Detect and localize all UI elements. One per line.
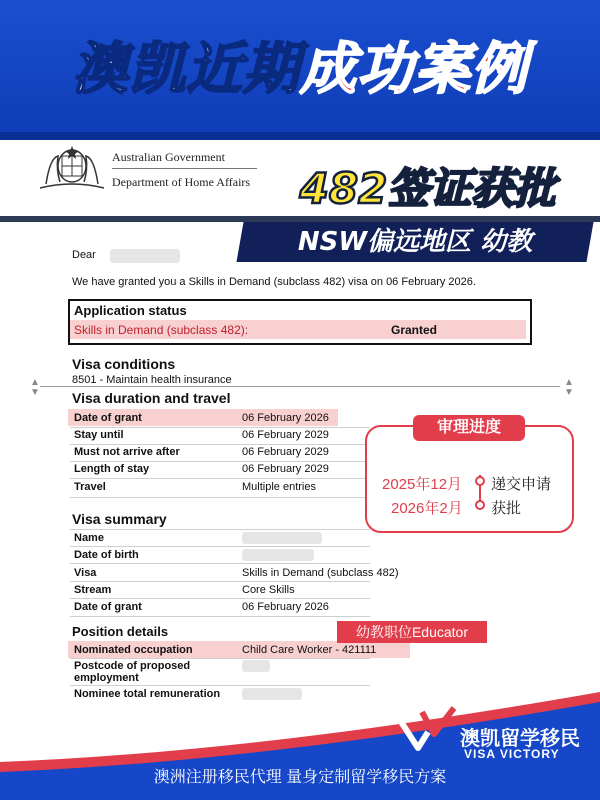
region-badge bbox=[236, 222, 593, 262]
redacted-dob-value bbox=[242, 549, 314, 561]
summary-label-3: Stream bbox=[74, 584, 112, 596]
progress-title: 审理进度 bbox=[413, 415, 525, 441]
row-divider bbox=[70, 497, 370, 498]
timeline-dot-icon bbox=[475, 500, 485, 510]
redacted-postcode bbox=[242, 660, 270, 672]
educator-tag: 幼教职位Educator bbox=[337, 621, 487, 643]
duration-label-1: Stay until bbox=[74, 429, 124, 441]
summary-label-0: Name bbox=[74, 532, 104, 544]
duration-value-1: 06 February 2029 bbox=[242, 429, 329, 441]
duration-label-4: Travel bbox=[74, 481, 106, 493]
row-divider bbox=[70, 478, 370, 479]
duration-value-2: 06 February 2029 bbox=[242, 446, 329, 458]
brand-name: 澳凯留学移民 bbox=[460, 728, 580, 750]
visa-conditions-heading: Visa conditions bbox=[72, 356, 176, 372]
letterhead-rule bbox=[112, 168, 257, 169]
duration-heading: Visa duration and travel bbox=[72, 390, 231, 406]
summary-value-2: Skills in Demand (subclass 482) bbox=[242, 567, 399, 579]
row-divider bbox=[70, 427, 370, 428]
progress-date-1: 2026年2月 bbox=[391, 500, 463, 517]
summary-heading: Visa summary bbox=[72, 511, 167, 527]
row-divider bbox=[70, 658, 370, 659]
row-divider bbox=[70, 563, 370, 564]
condition-8501: 8501 - Maintain health insurance bbox=[72, 374, 232, 386]
headline-white: 澳凯近期 bbox=[72, 37, 300, 102]
duration-label-3: Length of stay bbox=[74, 463, 150, 475]
timeline-dot-icon bbox=[475, 476, 485, 486]
status-value: Granted bbox=[391, 323, 438, 337]
section-rule bbox=[40, 386, 560, 387]
position-label-1: Postcode of proposed employment bbox=[74, 660, 191, 684]
summary-label-1: Date of birth bbox=[74, 549, 139, 561]
duration-label-0: Date of grant bbox=[74, 412, 142, 424]
position-value-0: Child Care Worker - 421111 bbox=[242, 644, 377, 656]
grant-intro: We have granted you a Skills in Demand (subclass 482) visa on 06 February 2026. bbox=[72, 276, 476, 288]
duration-label-2: Must not arrive after bbox=[74, 446, 180, 458]
footer-tagline: 澳洲注册移民代理 量身定制留学移民方案 bbox=[153, 769, 447, 786]
application-status-heading: Application status bbox=[74, 303, 187, 318]
scroll-arrow-left-icon[interactable]: ▲ ▼ bbox=[30, 377, 40, 398]
redacted-name bbox=[110, 249, 180, 263]
row-divider bbox=[70, 598, 370, 599]
position-label-2: Nominee total remuneration bbox=[74, 688, 221, 700]
progress-label-0: 递交申请 bbox=[491, 476, 552, 493]
letterhead-line2: Department of Home Affairs bbox=[112, 175, 251, 189]
summary-label-2: Visa bbox=[74, 567, 97, 579]
summary-value-4: 06 February 2026 bbox=[242, 601, 329, 613]
progress-label-1: 获批 bbox=[491, 500, 522, 517]
summary-value-3: Core Skills bbox=[242, 584, 295, 596]
row-divider bbox=[70, 685, 370, 686]
duration-value-4: Multiple entries bbox=[242, 481, 316, 493]
row-divider bbox=[70, 581, 370, 582]
visa-approved-badge: 482签证获批 bbox=[299, 164, 556, 213]
letterhead-line1: Australian Government bbox=[112, 150, 225, 164]
brand-name-en: VISA VICTORY bbox=[464, 747, 560, 761]
progress-date-0: 2025年12月 bbox=[382, 476, 463, 493]
row-divider bbox=[70, 529, 370, 530]
region-badge-text: NSW偏远地区 幼教 bbox=[297, 227, 533, 257]
duration-value-3: 06 February 2029 bbox=[242, 463, 329, 475]
redacted-name-value bbox=[242, 532, 322, 544]
duration-value-0: 06 February 2026 bbox=[242, 412, 329, 424]
summary-label-4: Date of grant bbox=[74, 601, 142, 613]
coat-of-arms-icon bbox=[36, 144, 108, 194]
row-divider bbox=[70, 461, 370, 462]
scroll-arrow-right-icon[interactable]: ▲ ▼ bbox=[564, 377, 574, 398]
headline bbox=[0, 38, 600, 102]
row-divider bbox=[70, 616, 370, 617]
row-divider bbox=[70, 444, 370, 445]
row-divider bbox=[70, 546, 370, 547]
salutation: Dear bbox=[72, 249, 96, 261]
position-label-0: Nominated occupation bbox=[74, 644, 193, 656]
visa-victory-logo-icon bbox=[392, 704, 458, 754]
progress-card bbox=[365, 419, 574, 533]
status-label: Skills in Demand (subclass 482): bbox=[74, 323, 249, 337]
position-heading: Position details bbox=[72, 624, 169, 639]
headline-red: 成功案例 bbox=[300, 37, 528, 102]
